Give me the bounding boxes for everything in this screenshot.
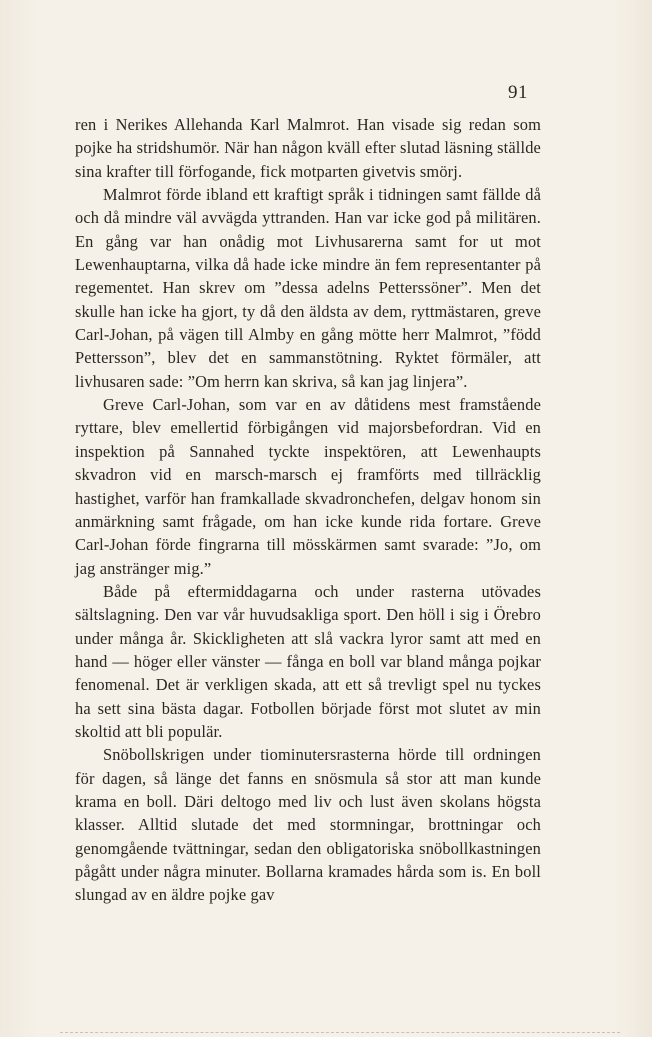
paragraph-4: Både på eftermiddagarna och under rasterna utövades sältslagning. Den var vår huvudsakliga sport. Den höll i sig i Örebro under många år. Skickligheten att slå vackra lyror samt att med en hand — höger eller vänster — fånga en boll var bland många pojkar fenomenal. Det är verkligen skada, att ett så trevligt spel nu tyckes ha sett sina bästa dagar. Fotbollen började först mot slutet av min skoltid att bli populär. xyxy=(75,581,541,741)
paragraph-1: ren i Nerikes Allehanda Karl Malmrot. Han visade sig redan som pojke ha stridshumör. När han någon kväll efter slutad läsning ställde sina krafter till förfogande, fick motparten givetvis smörj. xyxy=(75,115,541,181)
paragraph-3: Greve Carl-Johan, som var en av dåtidens mest framstående ryttare, blev emellertid förbigången vid majorsbefordran. Vid en inspektion på Sannahed tyckte inspektören, att Lewenhaupts skvadron vid en marsch-marsch ej framförts med tillräcklig hastighet, varför han framkallade skvadronchefen, delgav honom sin anmärkning samt frågade, om han icke kunde rida fortare. Greve Carl-Johan förde fingrarna till mösskärmen samt svarade: ”Jo, om jag anstränger mig.” xyxy=(75,395,541,578)
page-number: 91 xyxy=(508,82,528,103)
paragraph-5: Snöbollskrigen under tiominutersrasterna hörde till ordningen för dagen, så länge det fanns en snösmula så stor att man kunde krama en boll. Däri deltogo med liv och lust även skolans högsta klasser. Alltid slutade det med stormningar, brottningar och genomgående tvättningar, sedan den obligatoriska snöbollkastningen pågått under några minuter. Bollarna kramades hårda som is. En boll slungad av en äldre pojke gav xyxy=(75,745,541,905)
paragraph-2: Malmrot förde ibland ett kraftigt språk i tidningen samt fällde då och då mindre väl avvägda yttranden. Han var icke god på militären. En gång var han onådig mot Livhusarerna samt for ut mot Lewenhauptarna, vilka då hade icke mindre än fem representanter på regementet. Han skrev om ”dessa adelns Petterssöner”. Men det skulle han icke ha gjort, ty då den äldsta av dem, ryttmästaren, greve Carl-Johan, på vägen till Almby en gång mötte herr Malmrot, ”född Pettersson”, blev det en sammanstötning. Ryktet förmäler, att livhusaren sade: ”Om herrn kan skriva, så kan jag linjera”. xyxy=(75,185,541,391)
page-edge-line xyxy=(60,1031,620,1033)
body-text xyxy=(75,113,541,907)
